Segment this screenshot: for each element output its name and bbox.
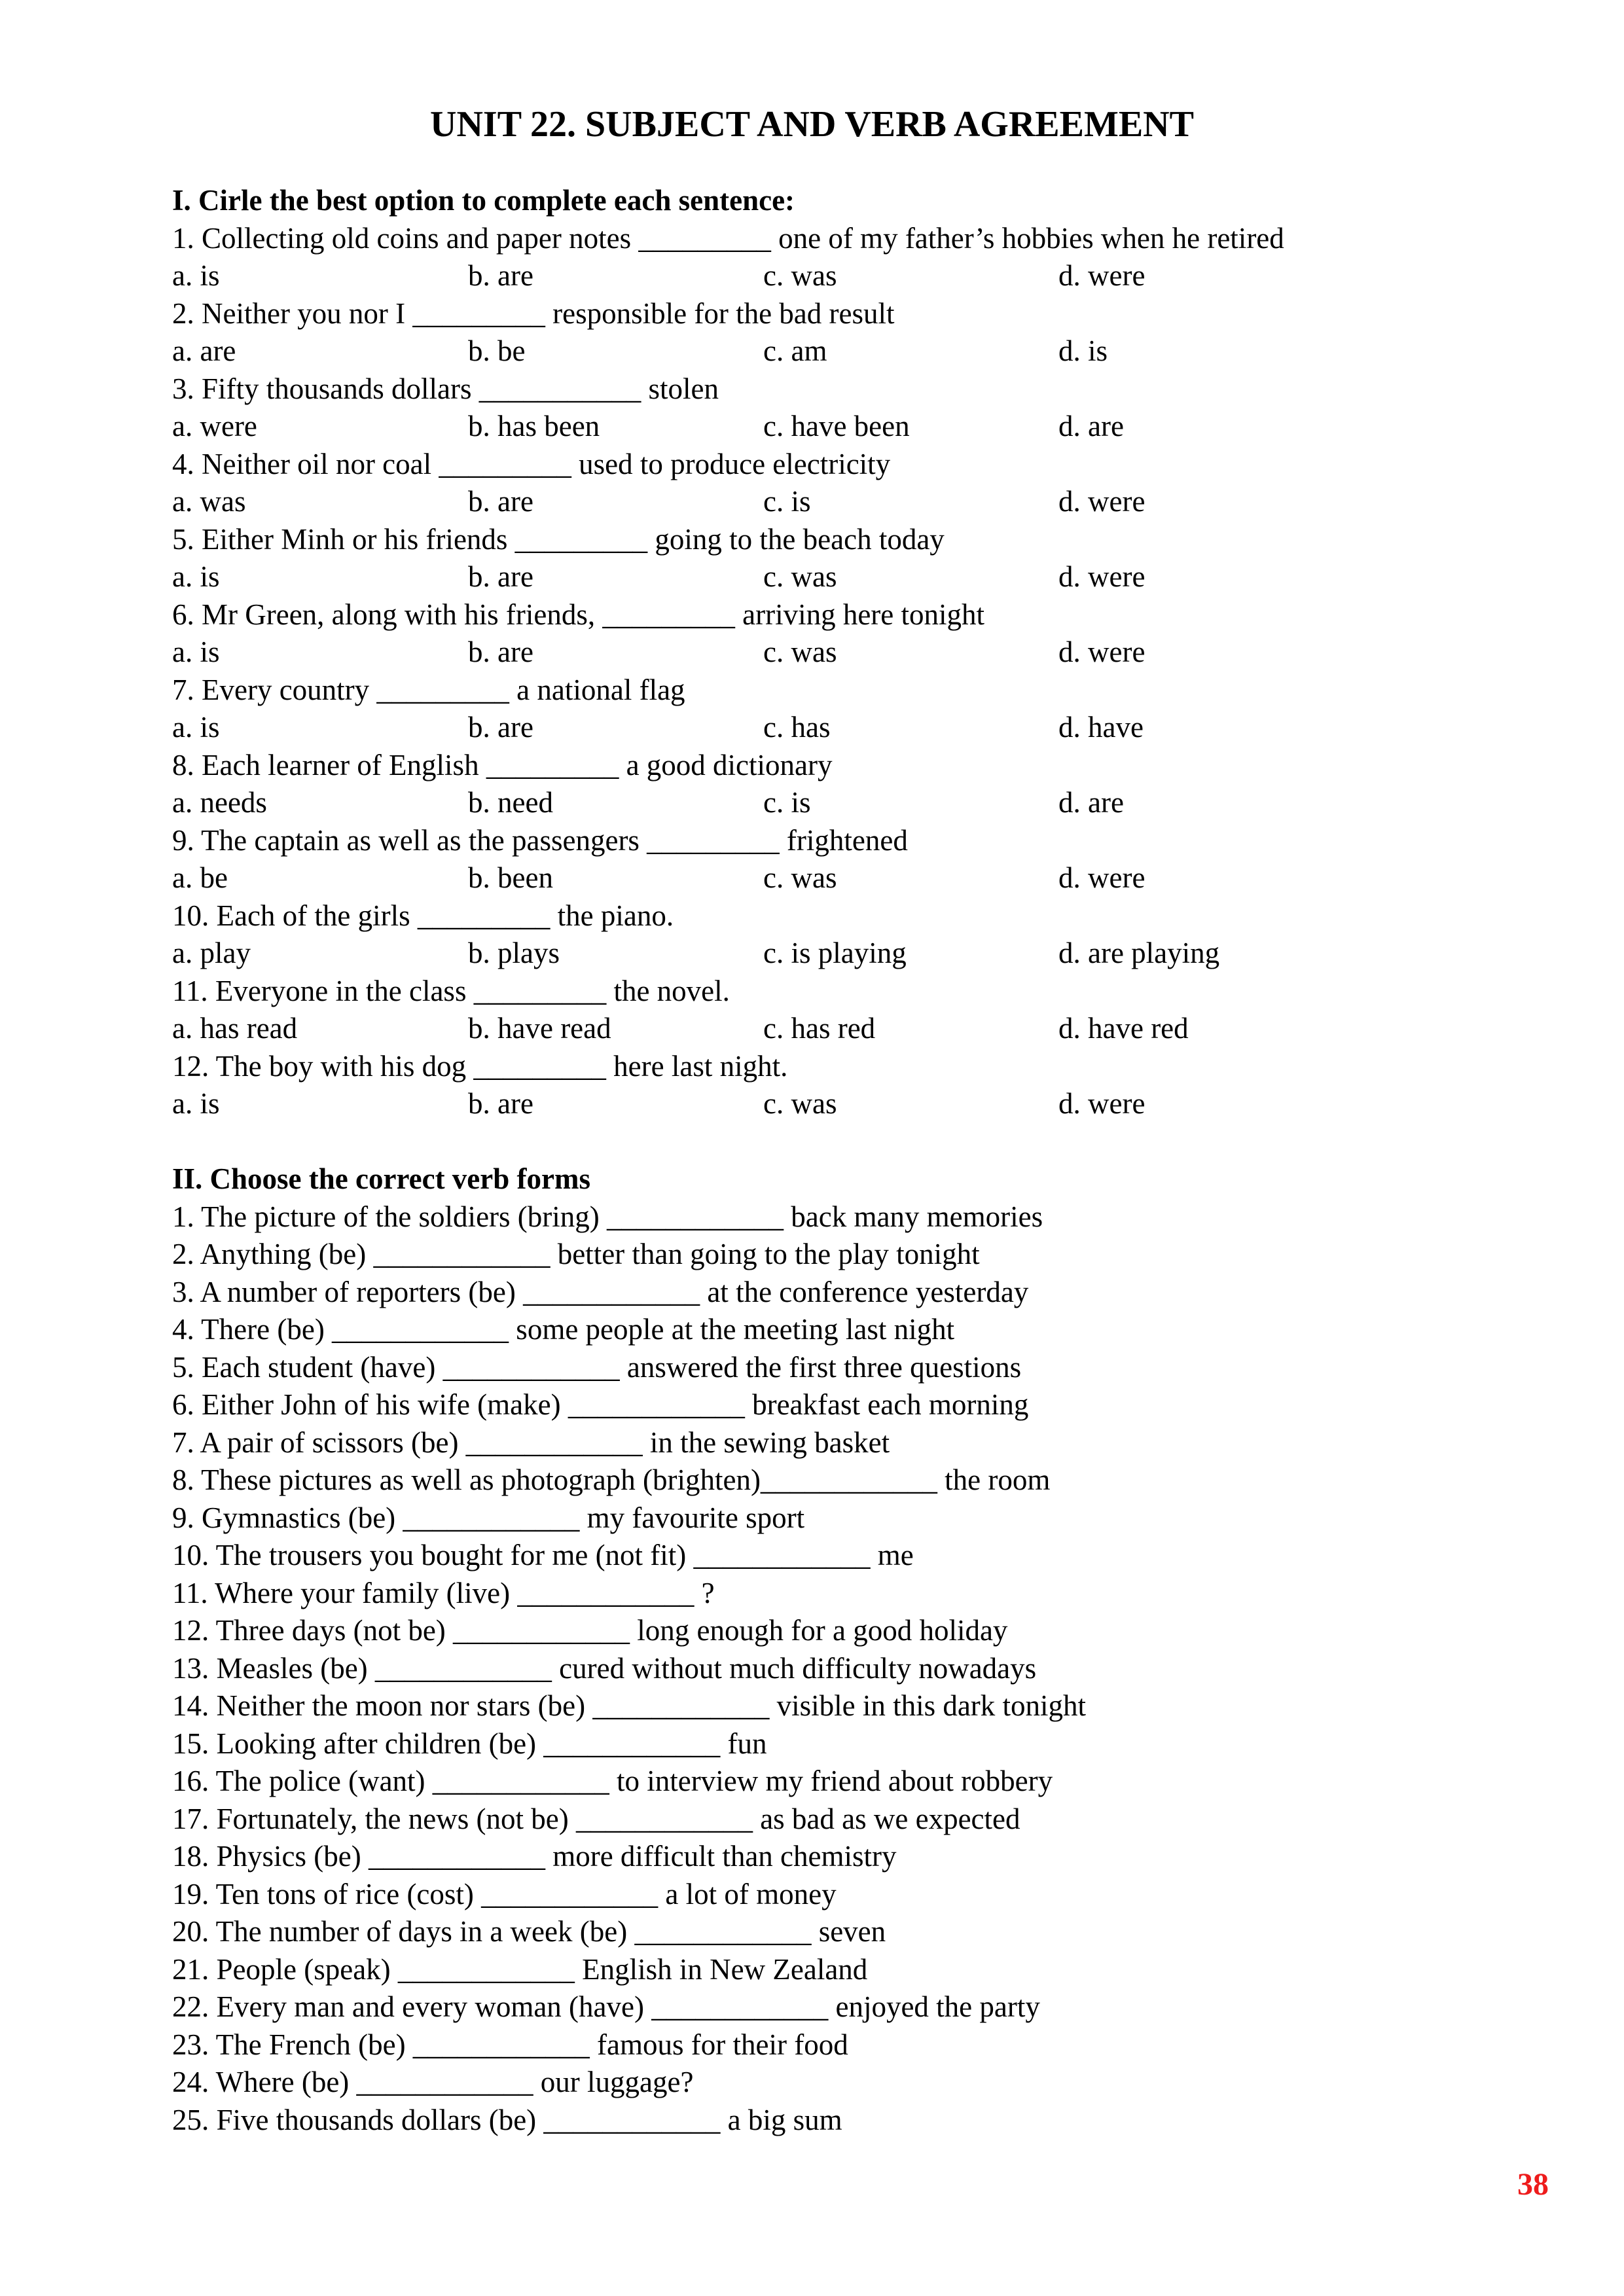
section2-heading: II. Choose the correct verb forms bbox=[172, 1162, 590, 1195]
section1-question-list bbox=[172, 220, 1481, 1123]
answer-option-c[interactable]: c. is playing bbox=[763, 937, 907, 969]
answer-option-d[interactable]: d. are bbox=[1058, 410, 1124, 442]
verb-exercise-item: 3. A number of reporters (be) ____________ at the conference yesterday bbox=[172, 1275, 1029, 1308]
page-title: UNIT 22. SUBJECT AND VERB AGREEMENT bbox=[430, 104, 1194, 145]
question-text: 9. The captain as well as the passengers _________ frightened bbox=[172, 823, 908, 857]
answer-option-d[interactable]: d. were bbox=[1058, 259, 1146, 292]
section1-heading: I. Cirle the best option to complete each sentence: bbox=[172, 184, 795, 217]
question-text: 8. Each learner of English _________ a good dictionary bbox=[172, 748, 833, 781]
answer-option-c[interactable]: c. is bbox=[763, 485, 811, 518]
answer-options-row bbox=[172, 1085, 1481, 1123]
answer-option-a[interactable]: a. are bbox=[172, 334, 236, 367]
question-text: 4. Neither oil nor coal _________ used to produce electricity bbox=[172, 447, 891, 480]
verb-exercise-item: 8. These pictures as well as photograph (brighten)____________ the room bbox=[172, 1463, 1051, 1496]
answer-option-b[interactable]: b. need bbox=[468, 786, 553, 819]
answer-option-a[interactable]: a. is bbox=[172, 1087, 220, 1120]
answer-option-a[interactable]: a. be bbox=[172, 861, 228, 894]
question-text: 11. Everyone in the class _________ the novel. bbox=[172, 974, 730, 1007]
answer-option-c[interactable]: c. was bbox=[763, 259, 837, 292]
answer-option-c[interactable]: c. was bbox=[763, 861, 837, 894]
answer-options-row bbox=[172, 483, 1481, 521]
verb-exercise-item: 13. Measles (be) ____________ cured without much difficulty nowadays bbox=[172, 1651, 1037, 1685]
answer-option-d[interactable]: d. were bbox=[1058, 485, 1146, 518]
verb-exercise-item: 21. People (speak) ____________ English in New Zealand bbox=[172, 1952, 868, 1986]
answer-option-c[interactable]: c. has bbox=[763, 711, 831, 744]
answer-option-c[interactable]: c. was bbox=[763, 636, 837, 668]
answer-option-b[interactable]: b. have read bbox=[468, 1012, 611, 1045]
worksheet-content bbox=[172, 182, 1481, 2139]
answer-option-d[interactable]: d. were bbox=[1058, 861, 1146, 894]
answer-option-c[interactable]: c. was bbox=[763, 1087, 837, 1120]
answer-options-row bbox=[172, 408, 1481, 446]
verb-exercise-item: 1. The picture of the soldiers (bring) ____________ back many memories bbox=[172, 1200, 1043, 1233]
verb-exercise-item: 18. Physics (be) ____________ more difficult than chemistry bbox=[172, 1840, 897, 1873]
answer-option-c[interactable]: c. is bbox=[763, 786, 811, 819]
section2-item-list bbox=[172, 1198, 1481, 2140]
answer-option-b[interactable]: b. are bbox=[468, 636, 533, 668]
answer-option-a[interactable]: a. needs bbox=[172, 786, 267, 819]
verb-exercise-item: 20. The number of days in a week (be) ____________ seven bbox=[172, 1915, 886, 1948]
question-text: 10. Each of the girls _________ the piano. bbox=[172, 899, 674, 932]
question-text: 12. The boy with his dog _________ here last night. bbox=[172, 1049, 788, 1083]
answer-option-a[interactable]: a. is bbox=[172, 560, 220, 593]
verb-exercise-item: 10. The trousers you bought for me (not fit) ____________ me bbox=[172, 1539, 914, 1571]
answer-option-d[interactable]: d. are playing bbox=[1058, 937, 1220, 969]
answer-option-a[interactable]: a. has read bbox=[172, 1012, 298, 1045]
verb-exercise-item: 25. Five thousands dollars (be) ____________ a big sum bbox=[172, 2103, 842, 2136]
verb-exercise-item: 4. There (be) ____________ some people at the meeting last night bbox=[172, 1313, 955, 1346]
answer-options-row bbox=[172, 1010, 1481, 1048]
answer-option-b[interactable]: b. been bbox=[468, 861, 553, 894]
verb-exercise-item: 15. Looking after children (be) ____________ fun bbox=[172, 1727, 767, 1760]
answer-option-a[interactable]: a. play bbox=[172, 937, 251, 969]
verb-exercise-item: 9. Gymnastics (be) ____________ my favourite sport bbox=[172, 1501, 805, 1534]
verb-exercise-item: 22. Every man and every woman (have) ____________ enjoyed the party bbox=[172, 1990, 1040, 2023]
answer-options-row bbox=[172, 784, 1481, 822]
answer-option-b[interactable]: b. has been bbox=[468, 410, 600, 442]
answer-options-row bbox=[172, 709, 1481, 747]
answer-option-d[interactable]: d. were bbox=[1058, 560, 1146, 593]
page-number: 38 bbox=[1517, 2167, 1549, 2202]
answer-options-row bbox=[172, 257, 1481, 295]
verb-exercise-item: 17. Fortunately, the news (not be) ____________ as bad as we expected bbox=[172, 1802, 1020, 1835]
verb-exercise-item: 11. Where your family (live) ____________ ? bbox=[172, 1576, 715, 1609]
answer-option-a[interactable]: a. is bbox=[172, 636, 220, 668]
answer-option-c[interactable]: c. has red bbox=[763, 1012, 876, 1045]
verb-exercise-item: 23. The French (be) ____________ famous for their food bbox=[172, 2028, 848, 2061]
question-text: 3. Fifty thousands dollars ___________ stolen bbox=[172, 372, 719, 405]
verb-exercise-item: 19. Ten tons of rice (cost) ____________ a lot of money bbox=[172, 1877, 837, 1910]
verb-exercise-item: 14. Neither the moon nor stars (be) ____________ visible in this dark tonight bbox=[172, 1689, 1087, 1722]
answer-options-row bbox=[172, 859, 1481, 897]
verb-exercise-item: 12. Three days (not be) ____________ long enough for a good holiday bbox=[172, 1614, 1008, 1647]
question-text: 7. Every country _________ a national flag bbox=[172, 673, 685, 706]
verb-exercise-item: 5. Each student (have) ____________ answered the first three questions bbox=[172, 1350, 1022, 1384]
answer-option-a[interactable]: a. is bbox=[172, 259, 220, 292]
verb-exercise-item: 16. The police (want) ____________ to interview my friend about robbery bbox=[172, 1765, 1053, 1797]
answer-option-b[interactable]: b. are bbox=[468, 560, 533, 593]
answer-option-d[interactable]: d. are bbox=[1058, 786, 1124, 819]
section-spacer bbox=[172, 1123, 1481, 1161]
answer-option-a[interactable]: a. is bbox=[172, 711, 220, 744]
answer-option-d[interactable]: d. have red bbox=[1058, 1012, 1189, 1045]
answer-option-a[interactable]: a. were bbox=[172, 410, 257, 442]
answer-option-b[interactable]: b. are bbox=[468, 259, 533, 292]
answer-option-c[interactable]: c. have been bbox=[763, 410, 910, 442]
answer-option-b[interactable]: b. are bbox=[468, 485, 533, 518]
question-text: 6. Mr Green, along with his friends, _________ arriving here tonight bbox=[172, 598, 985, 631]
answer-option-b[interactable]: b. are bbox=[468, 711, 533, 744]
answer-options-row bbox=[172, 634, 1481, 672]
question-text: 5. Either Minh or his friends _________ going to the beach today bbox=[172, 522, 945, 556]
answer-options-row bbox=[172, 935, 1481, 973]
answer-option-d[interactable]: d. is bbox=[1058, 334, 1108, 367]
answer-option-d[interactable]: d. have bbox=[1058, 711, 1144, 744]
answer-options-row bbox=[172, 558, 1481, 596]
answer-options-row bbox=[172, 332, 1481, 370]
answer-option-b[interactable]: b. be bbox=[468, 334, 526, 367]
answer-option-c[interactable]: c. was bbox=[763, 560, 837, 593]
verb-exercise-item: 7. A pair of scissors (be) ____________ in the sewing basket bbox=[172, 1426, 890, 1459]
answer-option-b[interactable]: b. plays bbox=[468, 937, 560, 969]
answer-option-a[interactable]: a. was bbox=[172, 485, 246, 518]
question-text: 2. Neither you nor I _________ responsible for the bad result bbox=[172, 296, 895, 330]
verb-exercise-item: 6. Either John of his wife (make) ____________ breakfast each morning bbox=[172, 1388, 1029, 1421]
answer-option-b[interactable]: b. are bbox=[468, 1087, 533, 1120]
verb-exercise-item: 2. Anything (be) ____________ better than going to the play tonight bbox=[172, 1238, 980, 1270]
answer-option-c[interactable]: c. am bbox=[763, 334, 827, 367]
answer-option-d[interactable]: d. were bbox=[1058, 1087, 1146, 1120]
question-text: 1. Collecting old coins and paper notes _________ one of my father’s hobbies when he retired bbox=[172, 221, 1284, 255]
answer-option-d[interactable]: d. were bbox=[1058, 636, 1146, 668]
verb-exercise-item: 24. Where (be) ____________ our luggage? bbox=[172, 2066, 694, 2098]
